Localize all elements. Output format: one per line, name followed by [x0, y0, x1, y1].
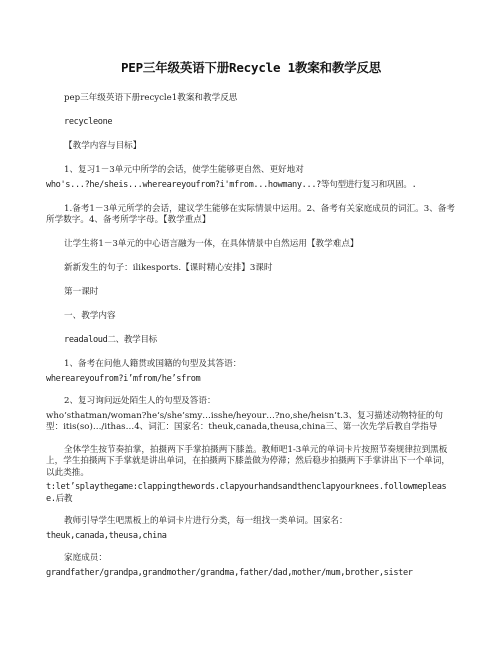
paragraph: 让学生将1－3单元的中心语言融为一体，在具体情景中自然运用【教学难点】: [64, 239, 359, 249]
paragraph: recycleone: [64, 117, 113, 127]
paragraph: 1、复习1－3单元中所学的会话，使学生能够更自然、更好地对: [64, 165, 304, 175]
paragraph: 全体学生按节奏拍掌，拍摄两下手掌拍摄两下膝盖。教师吧1-3单元的单词卡片按照节奏规律拉到黑板上，学生拍摄两下手掌就是讲出单词，在拍摄两下膝盖做为停滞；然后稳步拍摄两下手掌讲出下一个单词，以此类推。: [46, 444, 450, 478]
paragraph: 1、备考在问他人籍贯或国籍的句型及其答语：: [64, 359, 242, 369]
paragraph: whereareyoufrom?i’mfrom/he’sfrom: [46, 373, 201, 384]
paragraph: 2、复习询问远处陌生人的句型及答语：: [64, 396, 216, 406]
paragraph: 家庭成员：: [64, 553, 107, 563]
paragraph: 新新发生的句子：ilikesports.【课时精心安排】3课时: [64, 263, 273, 273]
paragraph: 【教学内容与目标】: [64, 141, 142, 151]
paragraph: 教师引导学生吧黑板上的单词卡片进行分类，每一组找一类单词。国家名：: [64, 516, 348, 526]
paragraph: who’sthatman/woman?he‘s/she’smy…isshe/heyour…?no,she/heisn’t.3、复习描述动物特征的句型：itis(so)…/ithas…4、词汇：国家名：theuk,canada,theusa,china三、第一次先学后教自学指导: [46, 410, 444, 432]
paragraph: theuk,canada,theusa,china: [46, 530, 167, 541]
paragraph: readaloud二、教学目标: [64, 335, 157, 345]
paragraph: t:let’splaythegame:clappingthewords.clapyourhandsandthenclapyourknees.followmeplease.后教: [46, 482, 447, 504]
paragraph: pep三年级英语下册recycle1教案和教学反思: [64, 93, 238, 103]
paragraph: 第一课时: [64, 287, 99, 297]
paragraph: grandfather/grandpa,grandmother/grandma,father/dad,mother/mum,brother,sister: [46, 567, 413, 578]
document-title: PEP三年级英语下册Recycle 1教案和教学反思: [120, 60, 382, 75]
paragraph: 一、教学内容: [64, 311, 116, 321]
paragraph: who's...?he/sheis...whereareyoufrom?i'mfrom...howmany...?等句型进行复习和巩固。.: [46, 179, 417, 190]
paragraph: 1.备考1－3单元所学的会话，建议学生能够在实际情景中运用。2、备考有关家庭成员的词汇。3、备考所学数字。4、备考所学字母。【教学重点】: [46, 203, 456, 225]
